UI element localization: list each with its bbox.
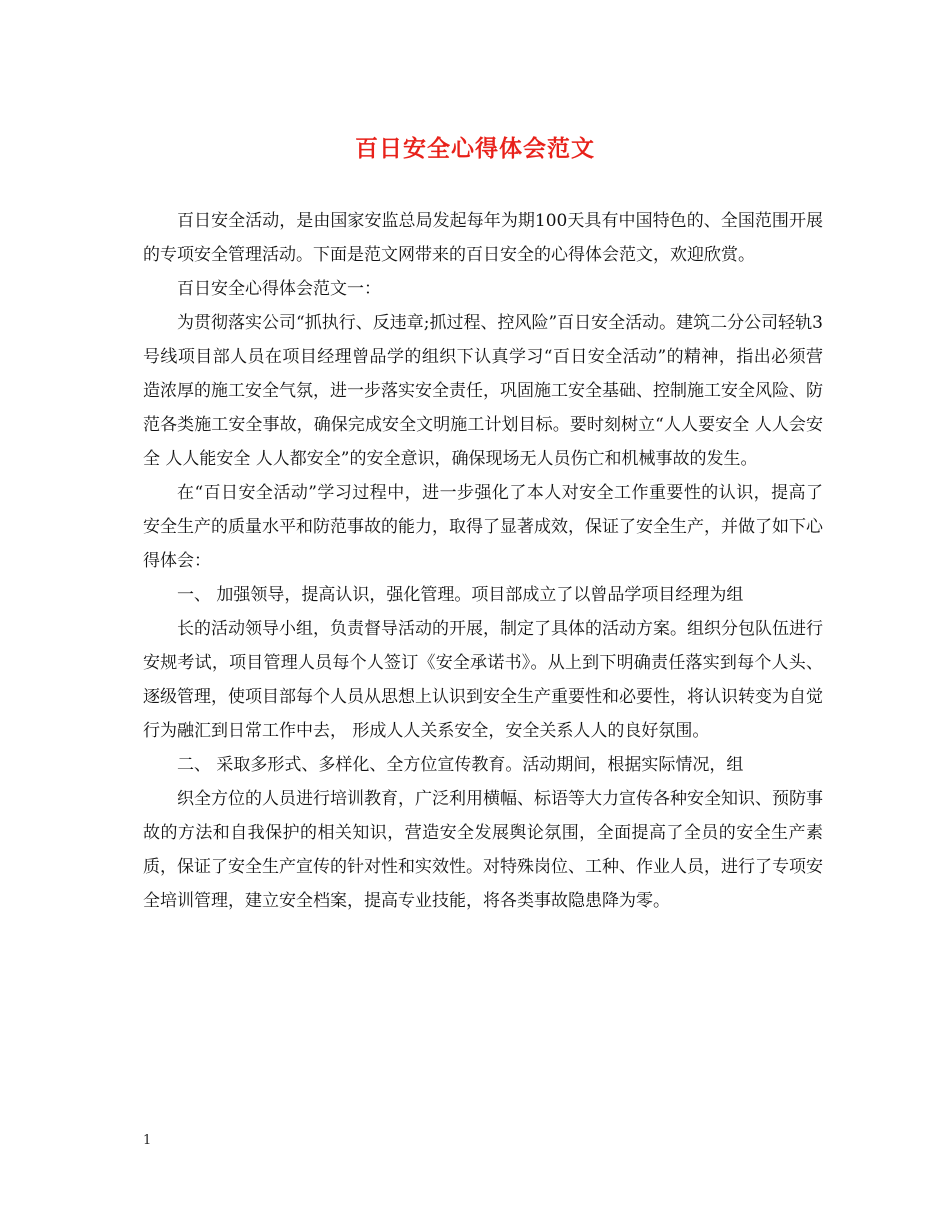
document-title: 百日安全心得体会范文: [355, 135, 595, 162]
paragraph-learning: 在“百日安全活动”学习过程中，进一步强化了本人对安全工作重要性的认识，提高了安全生产的质量水平和防范事故的能力，取得了显著成效，保证了安全生产，并做了如下心得体会：: [143, 483, 823, 571]
document-body: [143, 204, 823, 918]
paragraph-intro: 百日安全活动，是由国家安监总局发起每年为期100天具有中国特色的、全国范围开展的专项安全管理活动。下面是范文网带来的百日安全的心得体会范文，欢迎欣赏。: [143, 211, 823, 265]
paragraph-point-one-heading: 一、 加强领导，提高认识，强化管理。项目部成立了以曾品学项目经理为组: [177, 585, 744, 605]
paragraph-point-two-heading: 二、 采取多形式、多样化、全方位宣传教育。活动期间，根据实际情况，组: [177, 755, 744, 775]
paragraph-point-one-body: 长的活动领导小组，负责督导活动的开展，制定了具体的活动方案。组织分包队伍进行安规考试，项目管理人员每个人签订《安全承诺书》。从上到下明确责任落实到每个人头、逐级管理，使项目部每个人员从思想上认识到安全生产重要性和必要性，将认识转变为自觉行为融汇到日常工作中去， 形成人人关系安全，安全关系人人的良好氛围。: [143, 619, 823, 741]
page-number: 1: [143, 1133, 152, 1148]
paragraph-point-two-body: 织全方位的人员进行培训教育，广泛利用横幅、标语等大力宣传各种安全知识、预防事故的方法和自我保护的相关知识，营造安全发展舆论氛围，全面提高了全员的安全生产素质，保证了安全生产宣传的针对性和实效性。对特殊岗位、工种、作业人员，进行了专项安全培训管理，建立安全档案，提高专业技能，将各类事故隐患降为零。: [143, 789, 823, 911]
paragraph-section-heading: 百日安全心得体会范文一：: [177, 279, 381, 299]
paragraph-activity: 为贯彻落实公司“抓执行、反违章;抓过程、控风险”百日安全活动。建筑二分公司轻轨3号线项目部人员在项目经理曾品学的组织下认真学习“百日安全活动”的精神，指出必须营造浓厚的施工安全气氛，进一步落实安全责任，巩固施工安全基础、控制施工安全风险、防范各类施工安全事故，确保完成安全文明施工计划目标。要时刻树立“人人要安全 人人会安全 人人能安全 人人都安全”的安全意识，确保现场无人员伤亡和机械事故的发生。: [143, 313, 823, 469]
